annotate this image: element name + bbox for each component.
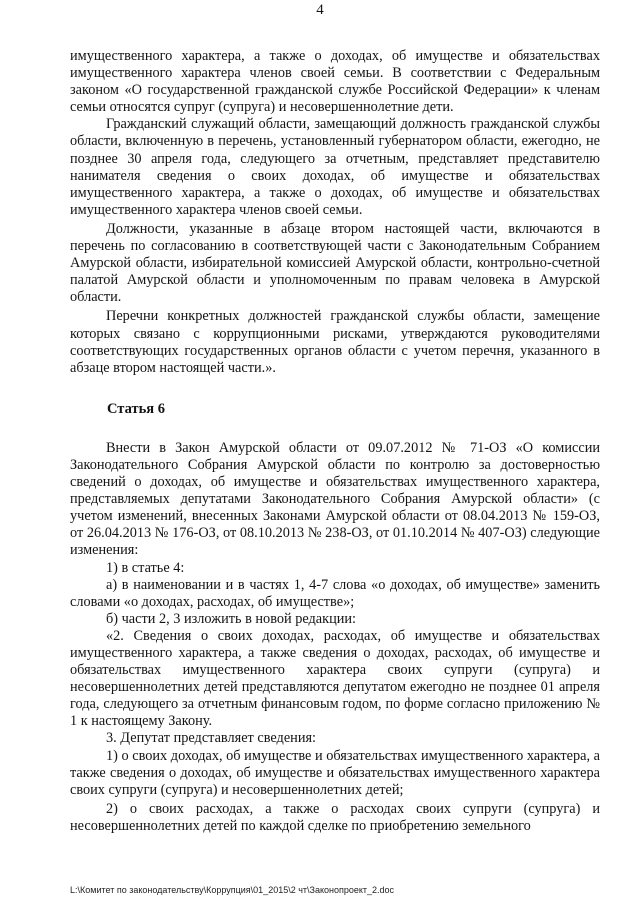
- paragraph: Внести в Закон Амурской области от 09.07.2012 № 71-ОЗ «О комиссии Законодательного Собрания Амурской области по контролю за достоверностью сведений о доходах, об имуществе и обязательствах имущественного характера, представляемых депутатами Законодательного Собрания Амурской области» (с учетом изменений, внесенных Законами Амурской области от 08.04.2013 № 159-ОЗ, от 26.04.2013 № 176-ОЗ, от 08.10.2013 № 238-ОЗ, от 01.10.2014 № 407-ОЗ) следующие изменения:: [70, 439, 600, 559]
- list-item: а) в наименовании и в частях 1, 4-7 слова «о доходах, об имуществе» заменить словами «о доходах, расходах, об имуществе»;: [70, 576, 600, 610]
- paragraph: Перечни конкретных должностей гражданской службы области, замещение которых связано с коррупционными рисками, утверждаются руководителями соответствующих государственных органов области с учетом перечня, указанного в абзаце втором настоящей части.».: [70, 308, 600, 376]
- list-item: 1) в статье 4:: [106, 559, 185, 576]
- list-item: б) части 2, 3 изложить в новой редакции:: [106, 610, 357, 627]
- paragraph: 3. Депутат представляет сведения:: [106, 730, 317, 747]
- paragraph: Должности, указанные в абзаце втором настоящей части, включаются в перечень по согласованию в соответствующей части с Законодательным Собранием Амурской области, избирательной комиссией Амурской области, контрольно-счетной палатой Амурской области и уполномоченным по правам человека в Амурской области.: [70, 220, 600, 306]
- paragraph: Гражданский служащий области, замещающий должность гражданской службы области, включенную в перечень, установленный губернатором области, ежегодно, не позднее 30 апреля года, следующего за отчетным, представляет представителю нанимателя сведения о своих доходах, об имуществе и обязательствах имущественного характера, а также о доходах, об имуществе и обязательствах имущественного характера членов своей семьи.: [70, 116, 600, 218]
- list-item: 1) о своих доходах, об имуществе и обязательствах имущественного характера, а также сведения о доходах, об имуществе и обязательствах имущественного характера своих супруги (супруга) и несовершеннолетних детей;: [70, 747, 600, 798]
- paragraph: имущественного характера, а также о доходах, об имуществе и обязательствах имущественного характера членов своей семьи. В соответствии с Федеральным законом «О государственной гражданской службе Российской Федерации» к членам семьи относятся супруг (супруга) и несовершеннолетние дети.: [70, 48, 600, 116]
- page-number: 4: [316, 2, 324, 18]
- article-title: Статья 6: [107, 400, 165, 417]
- list-item: 2) о своих расходах, а также о расходах своих супруги (супруга) и несовершеннолетних детей по каждой сделке по приобретению земельного: [70, 800, 600, 834]
- document-body: [70, 48, 600, 835]
- footer-file-path: L:\Комитет по законодательству\Коррупция\01_2015\2 чт\Законопроект_2.doc: [70, 885, 395, 895]
- paragraph: «2. Сведения о своих доходах, расходах, об имуществе и обязательствах имущественного характера, а также сведения о доходах, расходах, об имуществе и обязательствах имущественного характера своих супруги (супруга) и несовершеннолетних детей представляются депутатом ежегодно не позднее 01 апреля года, следующего за отчетным финансовым годом, по форме согласно приложению № 1 к настоящему Закону.: [70, 627, 600, 730]
